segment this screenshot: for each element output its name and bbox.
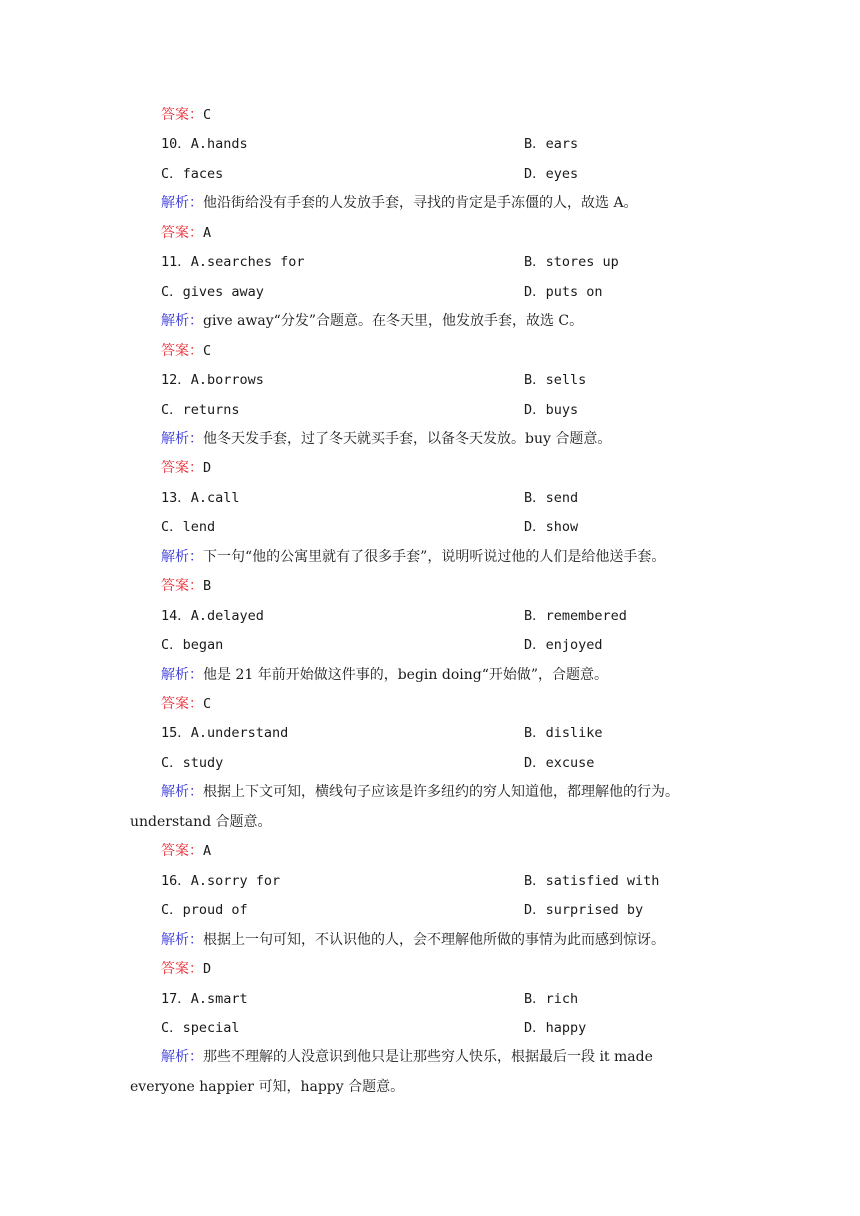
answer-label: 答案： [161, 961, 203, 977]
analysis-line [161, 429, 611, 449]
answer-label: 答案： [161, 107, 203, 123]
answer-value: C [203, 696, 212, 712]
option-text: C．study [161, 755, 224, 771]
option-text: B．ears [524, 136, 579, 152]
option-text: C．returns [161, 402, 240, 418]
option-text: C．gives away [161, 284, 264, 300]
analysis-line [161, 193, 638, 213]
analysis-text: give away“分发”合题意。在冬天里，他发放手套，故选 C。 [203, 313, 584, 329]
option-d [524, 1018, 586, 1038]
option-a [161, 989, 248, 1009]
analysis-text: 他沿街给没有手套的人发放手套，寻找的肯定是手冻僵的人，故选 A。 [203, 195, 638, 211]
option-c [161, 635, 223, 655]
option-c [161, 1018, 240, 1038]
option-text: A.borrows [190, 372, 264, 388]
option-a [161, 252, 305, 272]
option-text: D．happy [524, 1020, 587, 1036]
analysis-text: everyone happier 可知，happy 合题意。 [130, 1079, 405, 1095]
analysis-label: 解析： [161, 1049, 203, 1065]
option-text: D．buys [524, 402, 579, 418]
option-a [161, 488, 240, 508]
analysis-line [161, 311, 583, 331]
analysis-text: 根据上一句可知，不认识他的人，会不理解他所做的事情为此而感到惊讶。 [203, 932, 665, 948]
question-number: 10． [161, 136, 191, 152]
option-a [161, 134, 248, 154]
option-a [161, 370, 264, 390]
answer-line [161, 576, 211, 596]
answer-label: 答案： [161, 460, 203, 476]
option-c [161, 282, 264, 302]
option-text: B．sells [524, 372, 587, 388]
analysis-text: 他冬天发手套，过了冬天就买手套，以备冬天发放。buy 合题意。 [203, 431, 612, 447]
analysis-label: 解析： [161, 313, 203, 329]
analysis-label: 解析： [161, 549, 203, 565]
answer-line [161, 458, 211, 478]
option-text: C．faces [161, 166, 224, 182]
answer-value: C [203, 107, 212, 123]
option-text: C．special [161, 1020, 240, 1036]
question-number: 15． [161, 725, 191, 741]
option-b [524, 252, 619, 272]
analysis-continuation [130, 812, 272, 832]
option-c [161, 900, 248, 920]
answer-value: B [203, 578, 212, 594]
analysis-line [161, 930, 665, 950]
option-text: B．dislike [524, 725, 603, 741]
analysis-line [161, 1047, 653, 1067]
question-number: 14． [161, 608, 191, 624]
option-text: B．remembered [524, 608, 627, 624]
option-a [161, 871, 280, 891]
option-text: A.call [190, 490, 240, 506]
option-text: A.sorry for [190, 873, 281, 889]
option-text: B．satisfied with [524, 873, 660, 889]
option-c [161, 517, 215, 537]
question-number: 11． [161, 254, 191, 270]
option-d [524, 635, 603, 655]
option-a [161, 606, 264, 626]
option-text: C．proud of [161, 902, 248, 918]
analysis-line [161, 665, 608, 685]
analysis-text: 根据上下文可知，横线句子应该是许多纽约的穷人知道他，都理解他的行为。 [203, 784, 679, 800]
option-text: D．enjoyed [524, 637, 603, 653]
option-text: A.searches for [190, 254, 305, 270]
answer-value: A [203, 843, 212, 859]
answer-label: 答案： [161, 343, 203, 359]
answer-label: 答案： [161, 578, 203, 594]
option-text: D．show [524, 519, 579, 535]
option-a [161, 723, 288, 743]
option-d [524, 517, 578, 537]
option-text: B．send [524, 490, 579, 506]
option-b [524, 370, 586, 390]
analysis-text: 下一句“他的公寓里就有了很多手套”，说明听说过他的人们是给他送手套。 [203, 549, 666, 565]
option-d [524, 400, 578, 420]
question-number: 12． [161, 372, 191, 388]
option-b [524, 488, 578, 508]
option-text: A.understand [190, 725, 289, 741]
analysis-line [161, 547, 665, 567]
answer-value: D [203, 460, 212, 476]
option-text: B．rich [524, 991, 579, 1007]
option-b [524, 134, 578, 154]
answer-label: 答案： [161, 696, 203, 712]
option-b [524, 989, 578, 1009]
option-c [161, 164, 223, 184]
option-d [524, 164, 578, 184]
analysis-label: 解析： [161, 667, 203, 683]
option-d [524, 282, 603, 302]
option-text: C．lend [161, 519, 216, 535]
option-text: B．stores up [524, 254, 619, 270]
option-text: D．surprised by [524, 902, 644, 918]
option-text: D．puts on [524, 284, 603, 300]
question-number: 17． [161, 991, 191, 1007]
answer-line [161, 341, 211, 361]
question-number: 16． [161, 873, 191, 889]
option-text: C．began [161, 637, 224, 653]
analysis-label: 解析： [161, 932, 203, 948]
option-c [161, 753, 223, 773]
answer-line [161, 694, 211, 714]
answer-value: D [203, 961, 212, 977]
analysis-continuation [130, 1077, 404, 1097]
analysis-label: 解析： [161, 195, 203, 211]
option-text: A.smart [190, 991, 248, 1007]
analysis-text: 那些不理解的人没意识到他只是让那些穷人快乐，根据最后一段 it made [203, 1049, 653, 1065]
question-number: 13． [161, 490, 191, 506]
option-d [524, 900, 643, 920]
option-d [524, 753, 594, 773]
option-text: A.hands [190, 136, 248, 152]
option-b [524, 871, 659, 891]
answer-label: 答案： [161, 843, 203, 859]
analysis-label: 解析： [161, 784, 203, 800]
analysis-line [161, 782, 679, 802]
option-text: A.delayed [190, 608, 264, 624]
option-c [161, 400, 240, 420]
analysis-text: 他是 21 年前开始做这件事的，begin doing“开始做”，合题意。 [203, 667, 609, 683]
option-b [524, 723, 603, 743]
answer-line [161, 223, 211, 243]
answer-line [161, 841, 211, 861]
option-text: D．eyes [524, 166, 579, 182]
analysis-label: 解析： [161, 431, 203, 447]
option-text: D．excuse [524, 755, 595, 771]
option-b [524, 606, 627, 626]
answer-line [161, 959, 211, 979]
analysis-text: understand 合题意。 [130, 814, 272, 830]
answer-line [161, 105, 211, 125]
answer-value: C [203, 343, 212, 359]
answer-label: 答案： [161, 225, 203, 241]
answer-value: A [203, 225, 212, 241]
